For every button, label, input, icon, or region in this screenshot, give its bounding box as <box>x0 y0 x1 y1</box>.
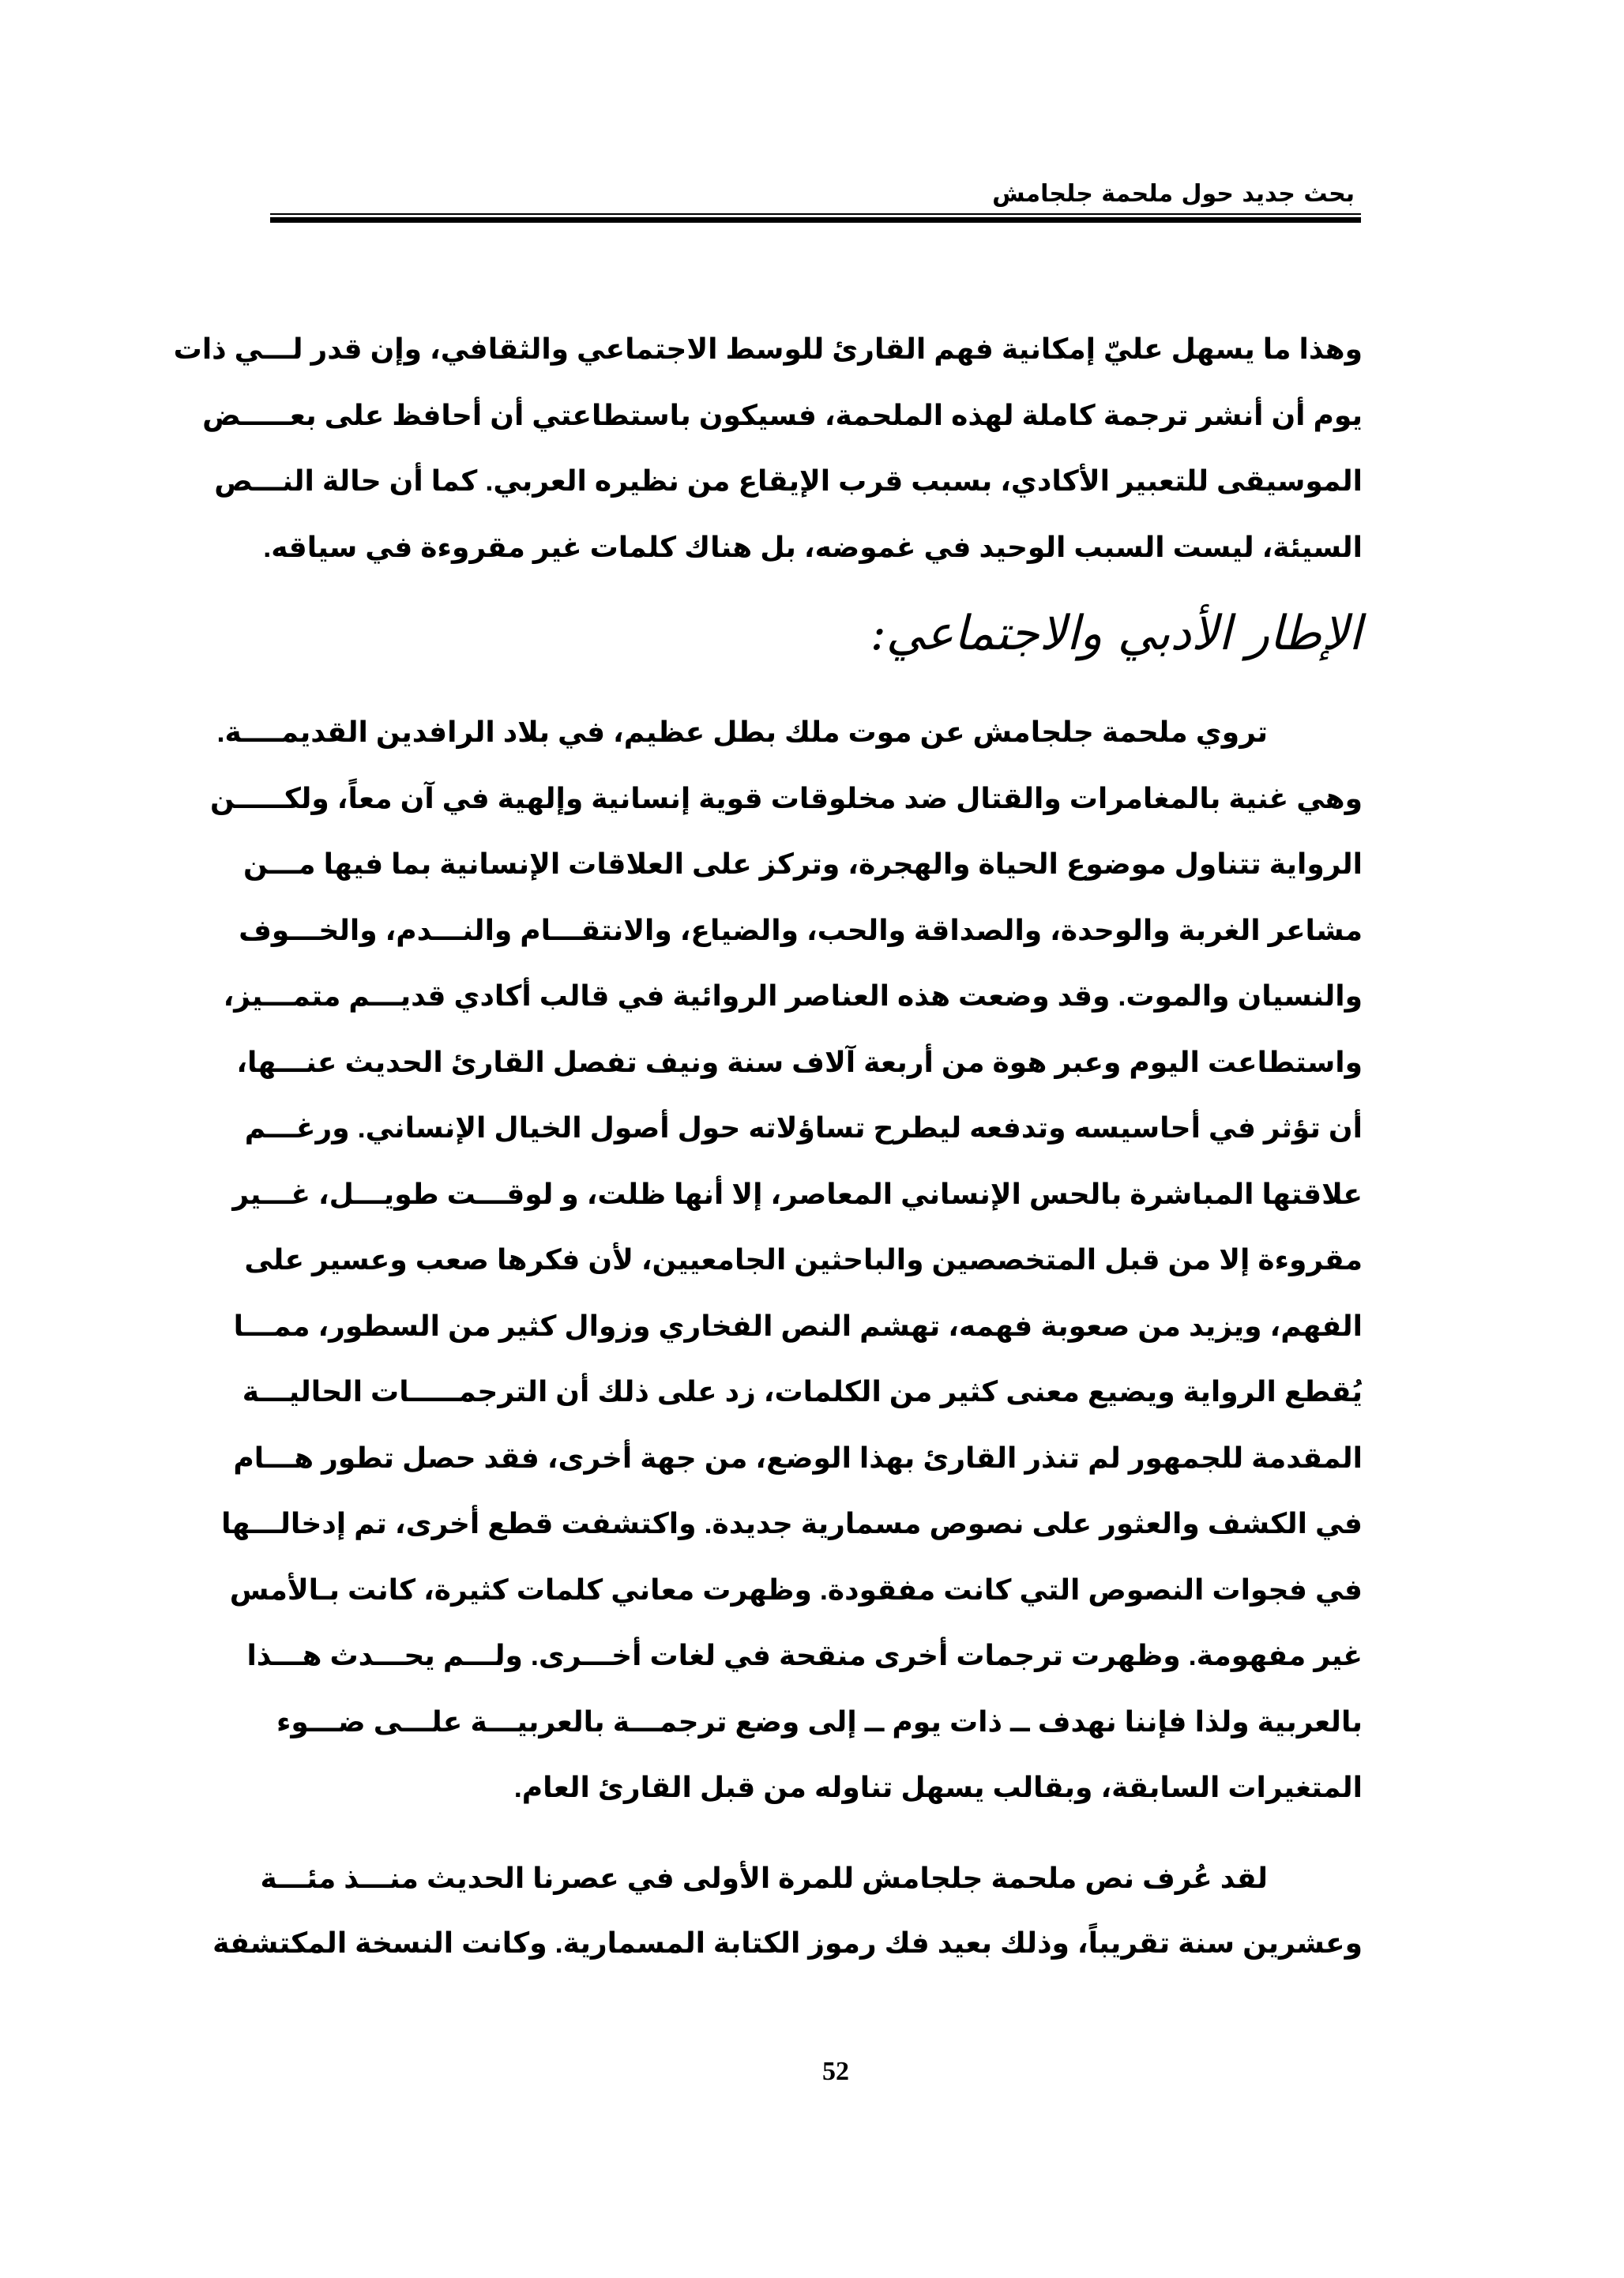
text-line: مقروءة إلا من قبل المتخصصين والباحثين الجامعيين، لأن فكرها صعب وعسير على <box>244 1243 1363 1276</box>
section-heading: الإطار الأدبي والاجتماعي: <box>870 606 1362 661</box>
header-rule-thin <box>270 213 1361 215</box>
text-line: يُقطع الرواية ويضيع معنى كثير من الكلمات، زد على ذلك أن الترجمـــــات الحاليـــة <box>242 1375 1363 1408</box>
text-line: المتغيرات السابقة، وبقالب يسهل تناوله من قبل القارئ العام. <box>513 1771 1363 1803</box>
text-line: وعشرين سنة تقريباً، وذلك بعيد فك رموز الكتابة المسمارية. وكانت النسخة المكتشفة <box>212 1927 1363 1959</box>
text-line: غير مفهومة. وظهرت ترجمات أخرى منقحة في لغات أخـــرى. ولـــم يحـــدث هـــذا <box>246 1639 1363 1671</box>
text-line: علاقتها المباشرة بالحس الإنساني المعاصر، إلا أنها ظلت، و لوقـــت طويـــل، غـــير <box>232 1177 1363 1210</box>
running-header-title: بحث جديد حول ملحمة جلجامش <box>992 180 1355 208</box>
text-line: الموسيقى للتعبير الأكادي، بسبب قرب الإيقاع من نظيره العربي. كما أن حالة النـــص <box>214 464 1363 497</box>
text-line: تروي ملحمة جلجامش عن موت ملك بطل عظيم، في بلاد الرافدين القديمــــة. <box>216 716 1268 748</box>
paragraph-discovery <box>212 1846 1363 1975</box>
text-line: المقدمة للجمهور لم تنذر القارئ بهذا الوضع، من جهة أخرى، فقد حصل تطور هـــام <box>233 1441 1363 1474</box>
paragraph-intro <box>173 316 1363 580</box>
text-line: الفهم، ويزيد من صعوبة فهمه، تهشم النص الفخاري وزوال كثير من السطور، ممـــا <box>233 1309 1363 1342</box>
text-line: وهذا ما يسهل عليّ إمكانية فهم القارئ للوسط الاجتماعي والثقافي، وإن قدر لـــي ذات <box>173 333 1363 365</box>
header-rule-thick <box>270 217 1361 223</box>
text-line: واستطاعت اليوم وعبر هوة من أربعة آلاف سنة ونيف تفصل القارئ الحديث عنـــها، <box>236 1045 1363 1078</box>
text-line: لقد عُرف نص ملحمة جلجامش للمرة الأولى في عصرنا الحديث منـــذ مئـــة <box>260 1862 1268 1894</box>
text-line: في الكشف والعثور على نصوص مسمارية جديدة. واكتشفت قطع أخرى، تم إدخالـــها <box>221 1507 1363 1539</box>
text-line: مشاعر الغربة والوحدة، والصداقة والحب، والضياع، والانتقـــام والنـــدم، والخـــوف <box>239 913 1363 946</box>
text-line: الرواية تتناول موضوع الحياة والهجرة، وتركز على العلاقات الإنسانية بما فيها مـــن <box>242 848 1363 880</box>
text-line: في فجوات النصوص التي كانت مفقودة. وظهرت معاني كلمات كثيرة، كانت بـالأمس <box>229 1573 1363 1606</box>
text-line: بالعربية ولذا فإننا نهدف ــ ذات يوم ــ إلى وضع ترجمـــة بالعربيـــة علـــى ضـــوء <box>276 1705 1363 1738</box>
text-line: وهي غنية بالمغامرات والقتال ضد مخلوقات قوية إنسانية وإلهية في آن معاً، ولكـــــن <box>210 781 1363 814</box>
page-number: 52 <box>822 2057 849 2086</box>
text-line: السيئة، ليست السبب الوحيد في غموضه، بل هناك كلمات غير مقروءة في سياقه. <box>263 530 1363 563</box>
paragraph-literary-framework <box>210 699 1363 1821</box>
text-line: أن تؤثر في أحاسيسه وتدفعه ليطرح تساؤلاته حول أصول الخيال الإنساني. ورغـــم <box>244 1111 1363 1144</box>
text-line: والنسيان والموت. وقد وضعت هذه العناصر الروائية في قالب أكادي قديـــم متمـــيز، <box>223 979 1363 1012</box>
text-line: يوم أن أنشر ترجمة كاملة لهذه الملحمة، فسيكون باستطاعتي أن أحافظ على بعـــــض <box>202 398 1363 431</box>
